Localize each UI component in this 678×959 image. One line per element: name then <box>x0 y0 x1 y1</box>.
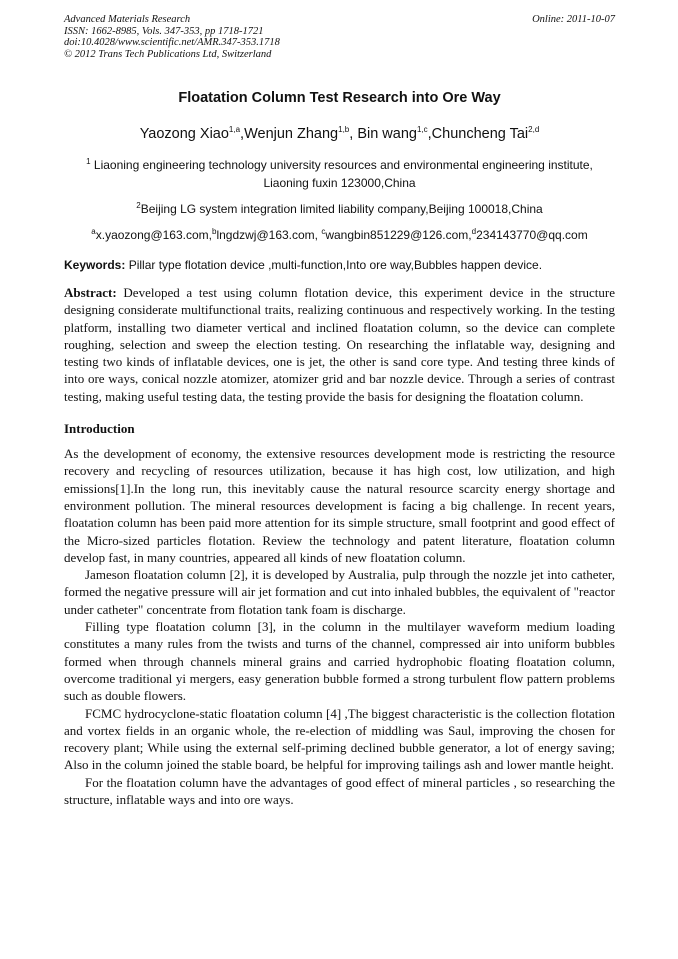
email-address[interactable]: x.yaozong@163.com, <box>95 228 212 242</box>
affiliation-mark: 2 <box>136 201 141 210</box>
author-affiliation-mark: 1,a <box>228 125 241 135</box>
author-separator: , <box>240 126 245 142</box>
author-list <box>64 126 615 142</box>
copyright-line: © 2012 Trans Tech Publications Ltd, Switzerland <box>64 48 272 60</box>
affiliation-text: Beijing LG system integration limited liability company,Beijing 100018,China <box>140 202 543 216</box>
email-address[interactable]: wangbin851229@126.com, <box>325 228 472 242</box>
author-emails <box>64 228 615 242</box>
body-paragraph: Jameson floatation column [2], it is developed by Australia, pulp through the nozzle jet into catheter, formed the negative pressure will air jet formation and cut into inhaled bubbles, the equivalent of "reactor under catheter" concentrate from flotation tank foam is discharge. <box>64 567 615 617</box>
body-paragraph: Filling type floatation column [3], in the column in the multilayer waveform medium loading constitutes a many rules from the twists and turns of the channel, compressed air into uniform bubbles formed when through channels mineral grains and carried hydrophobic floating floatation column, overcome traditional yi mergers, easy generation bubble formed a strong turbulent flow pattern problems such as double flowers. <box>64 619 615 704</box>
email-address[interactable]: lngdzwj@163.com, <box>216 228 322 242</box>
abstract-text: Developed a test using column flotation device, this experiment device in the structure designing considerate multifunctional traits, realizing continuous and respectively working. In the testing platform, installing two diameter vertical and inclined floatation column, so the device can complete roughing, selection and sweep the election testing. On researching the inflatable way, designing and testing two kinds of inflatable devices, one is jet, the other is sand core type. And testing three kinds of into ore ways, conical nozzle atomizer, atomizer grid and bar nozzle device. Through a series of contrast testing, making useful testing data, the testing provide the basis for designing the floatation column. <box>64 285 615 404</box>
email-mark: d <box>471 227 477 236</box>
doi-line: doi:10.4028/www.scientific.net/AMR.347-353.1718 <box>64 37 280 48</box>
keywords-text: Pillar type flotation device ,multi-function,Into ore way,Bubbles happen device. <box>125 258 543 272</box>
affiliation-text: Liaoning engineering technology university resources and environmental engineering institute, <box>90 158 593 172</box>
email-mark: c <box>321 227 326 236</box>
body-paragraph: As the development of economy, the extensive resources development mode is restricting the resource recovery and recycling of resources utilization, because it has high cost, low utilization, and high emissions[1].In the long run, this inevitably cause the natural resource scarcity energy shortage and environment pollution. The mineral resources development is facing a big challenge. In recent years, floatation column has been paid more attention for its simple structure, small footprint and good effect of the Micro-sized particles flotation. Review the technology and patent literature, floatation column develop fast, in many countries, appeared all kinds of new floatation column. <box>64 446 615 565</box>
author-name: Chuncheng Tai <box>431 126 529 142</box>
email-mark: a <box>91 227 96 236</box>
author-affiliation-mark: 2,d <box>528 125 540 135</box>
email-mark: b <box>211 227 217 236</box>
author-affiliation-mark: 1,b <box>338 125 350 135</box>
paper-page <box>64 14 615 808</box>
keywords <box>64 258 615 272</box>
journal-name: Advanced Materials Research <box>64 14 191 25</box>
abstract <box>64 284 615 405</box>
author-affiliation-mark: 1,c <box>416 125 428 135</box>
issn-line: ISSN: 1662-8985, Vols. 347-353, pp 1718-1721 <box>64 25 264 37</box>
section-heading-introduction: Introduction <box>64 421 135 437</box>
author-name: Yaozong Xiao <box>139 126 229 142</box>
body-paragraph: FCMC hydrocyclone-static floatation column [4] ,The biggest characteristic is the collection flotation and vortex fields in an organic whole, the re-election of middling was Saul, improving the chosen for recovery plant; While using the external self-priming declined bubble generator, a lot of energy saving; Also in the column joined the stable board, be helpful for improving tailings ash and lower mantle height. <box>64 705 615 773</box>
email-address[interactable]: 234143770@qq.com <box>476 228 588 242</box>
body-paragraph: For the floatation column have the advantages of good effect of mineral particles , so researching the structure, inflatable ways and into ore ways. <box>64 774 615 808</box>
author-name: Wenjun Zhang <box>244 126 339 142</box>
author-name: Bin wang <box>357 126 417 142</box>
paper-title: Floatation Column Test Research into Ore Way <box>178 90 501 106</box>
affiliation-2 <box>64 200 615 218</box>
journal-header <box>64 14 615 60</box>
affiliation-1 <box>64 156 615 192</box>
abstract-label: Abstract: <box>64 285 117 300</box>
keywords-label: Keywords: <box>64 258 126 272</box>
affiliation-mark: 1 <box>86 157 91 166</box>
affiliation-text: Liaoning fuxin 123000,China <box>263 176 416 190</box>
author-separator: , <box>349 126 358 142</box>
author-separator: , <box>427 126 432 142</box>
online-date: Online: 2011-10-07 <box>532 14 615 25</box>
